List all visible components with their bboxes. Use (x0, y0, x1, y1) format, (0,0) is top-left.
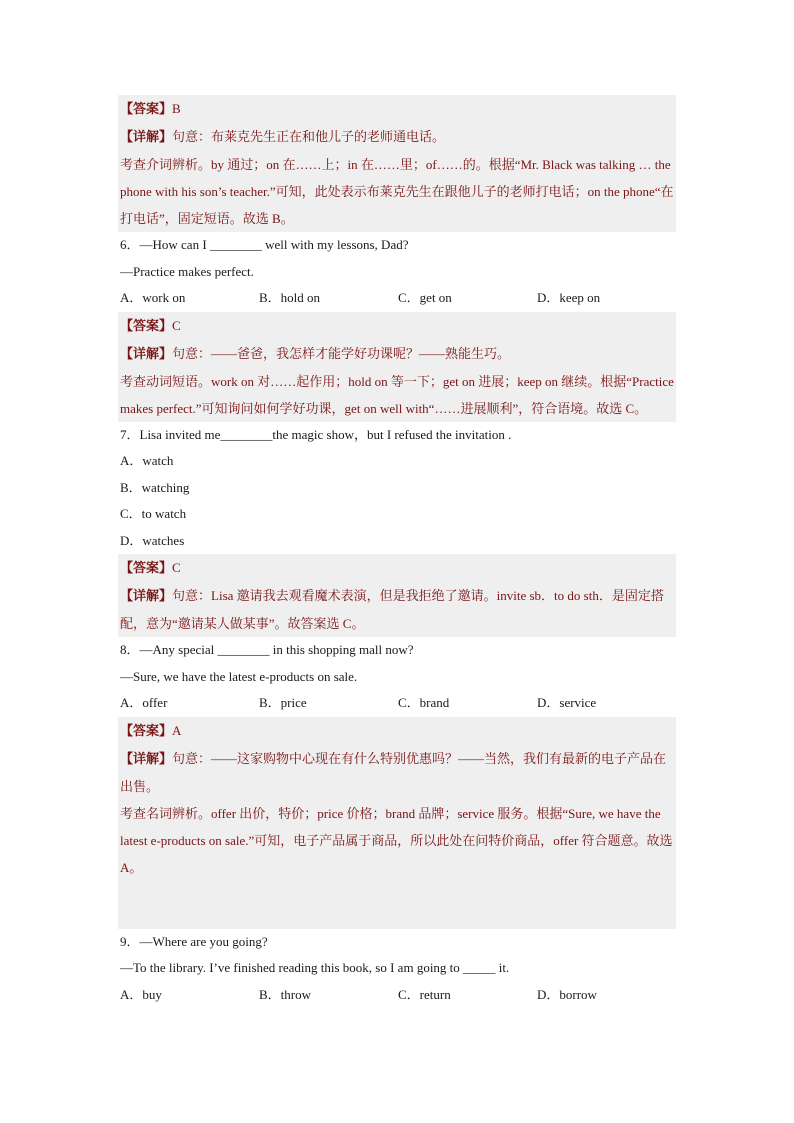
detail-translation: 句意：——这家购物中心现在有什么特别优惠吗？——当然，我们有最新的电子产品在出售。 (120, 750, 667, 794)
question-8-stem: 8．—Any special ________ in this shopping mall now? (120, 642, 414, 657)
answer-value: A (172, 722, 182, 738)
answer-block-8 (118, 717, 676, 929)
detail-explanation: 考查名词辨析。offer 出价，特价；price 价格；brand 品牌；service 服务。根据“Sure, we have the latest e-products on sale.”可知，电子产品属于商品，所以此处在问特价商品，offer 符合题意。故选 A。 (120, 805, 673, 875)
question-6-stem: 6．—How can I ________ well with my lessons, Dad? (120, 237, 409, 252)
option-c: C．to watch (120, 506, 187, 521)
answer-block-6 (118, 312, 676, 422)
option-c: C．get on (398, 290, 452, 305)
question-6-options (118, 285, 676, 312)
detail-translation: 句意：布莱克先生正在和他儿子的老师通电话。 (172, 129, 446, 144)
document-page (118, 95, 676, 1008)
detail-tag: 【详解】 (120, 751, 173, 767)
question-8-options (118, 690, 676, 717)
question-9-options (118, 982, 676, 1009)
answer-tag: 【答案】 (120, 318, 173, 334)
question-9-stem: 9．—Where are you going? (120, 933, 268, 949)
option-d: D．keep on (537, 290, 601, 305)
option-d: D．borrow (537, 986, 597, 1002)
answer-value: C (172, 317, 181, 333)
detail-tag: 【详解】 (120, 346, 173, 362)
detail-explanation: 考查动词短语。work on 对……起作用；hold on 等一下；get on 进展；keep on 继续。根据“Practice makes perfect.”可知询问如何学好功课，get on well with“……进展顺利”，符合语境。故选 C。 (120, 373, 674, 416)
answer-block-7 (118, 554, 676, 637)
detail-explanation: 句意：Lisa 邀请我去观看魔术表演，但是我拒绝了邀请。invite sb．to do sth．是固定搭配，意为“邀请某人做某事”。故答案选 C。 (120, 588, 664, 631)
option-a: A．work on (120, 290, 186, 305)
option-b: B．price (259, 695, 307, 710)
question-7-stem: 7．Lisa invited me________the magic show，but I refused the invitation . (120, 426, 512, 442)
option-d: D．service (537, 695, 597, 710)
answer-tag: 【答案】 (120, 102, 173, 117)
detail-tag: 【详解】 (120, 130, 173, 145)
option-d: D．watches (120, 532, 185, 548)
question-8-reply: —Sure, we have the latest e-products on sale. (120, 668, 358, 684)
answer-block-5 (118, 95, 676, 232)
option-b: B．watching (120, 479, 190, 495)
answer-value: B (172, 101, 181, 116)
answer-value: C (172, 560, 181, 575)
detail-explanation: 考查介词辨析。by 通过；on 在……上；in 在……里；of……的。根据“Mr. Black was talking … the phone with his son’s teacher.”可知，此处表示布莱克先生在跟他儿子的老师打电话；on the phone“在打电话”，固定短语。故选 B。 (120, 157, 674, 226)
answer-tag: 【答案】 (120, 561, 173, 576)
option-c: C．brand (398, 695, 450, 710)
option-a: A．offer (120, 695, 168, 710)
question-6-reply: —Practice makes perfect. (120, 263, 254, 279)
option-a: A．buy (120, 986, 162, 1002)
detail-tag: 【详解】 (120, 589, 173, 604)
option-b: B．throw (259, 986, 312, 1002)
answer-tag: 【答案】 (120, 723, 173, 739)
option-b: B．hold on (259, 290, 321, 305)
option-a: A．watch (120, 453, 174, 468)
question-9-reply: —To the library. I’ve finished reading this book, so I am going to _____ it. (120, 960, 510, 975)
detail-translation: 句意：——爸爸，我怎样才能学好功课呢？——熟能生巧。 (172, 345, 511, 361)
option-c: C．return (398, 986, 451, 1002)
